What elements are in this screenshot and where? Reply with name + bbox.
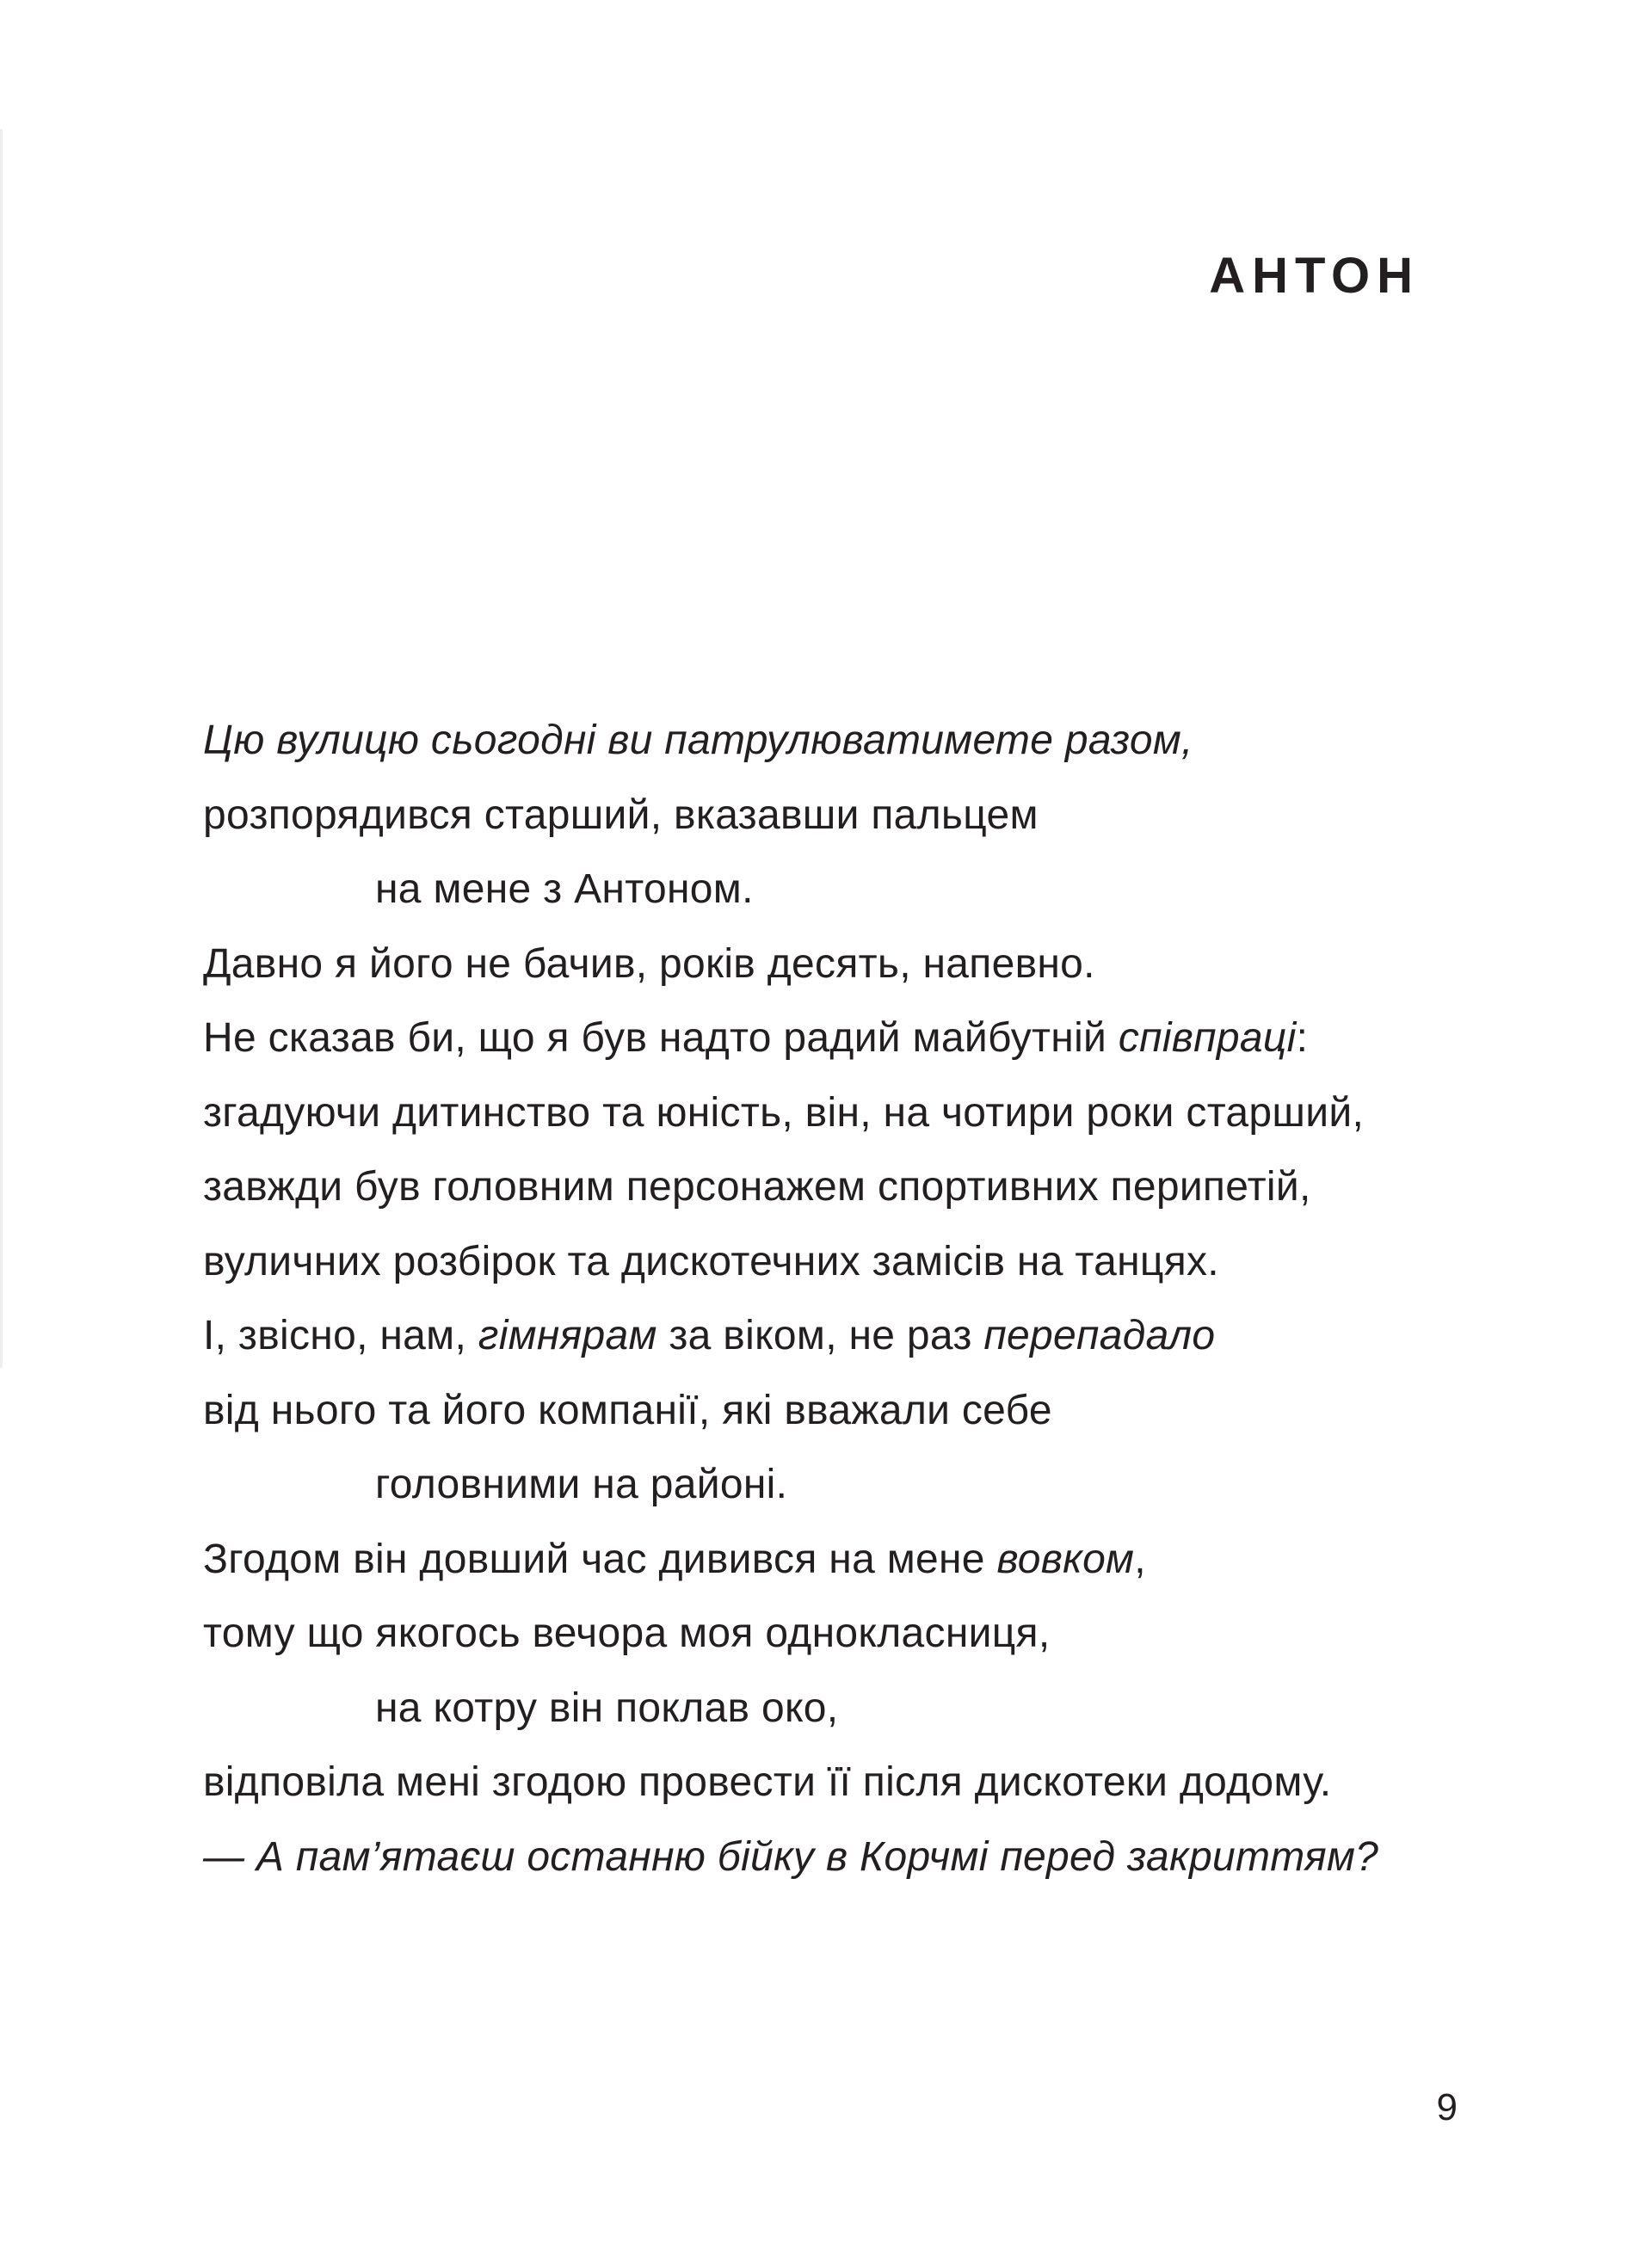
poem-line xyxy=(203,1448,1476,1523)
text-segment: , xyxy=(1134,1536,1146,1582)
poem-line xyxy=(203,927,1476,1002)
poem-line xyxy=(203,1299,1476,1374)
italic-text: — А пам’ятаєш останню бійку в Корчмі перед закриттям? xyxy=(203,1833,1379,1880)
poem-line xyxy=(203,1001,1476,1076)
italic-text: співпраці xyxy=(1118,1015,1297,1061)
poem-line xyxy=(203,853,1476,927)
italic-text: перепадало xyxy=(983,1313,1216,1358)
poem-line xyxy=(203,1374,1476,1449)
text-segment: від нього та його компанії, які вважали себе xyxy=(203,1387,1052,1433)
text-segment: головними на районі. xyxy=(375,1462,788,1507)
text-segment: вуличних розбірок та дискотечних замісів на танцях. xyxy=(203,1238,1219,1284)
poem-line xyxy=(203,1746,1476,1820)
poem-line xyxy=(203,704,1476,779)
text-segment: розпорядився старший, вказавши пальцем xyxy=(203,791,1039,838)
italic-text: гімнярам xyxy=(478,1313,657,1358)
poem-line xyxy=(203,1076,1476,1151)
poem-line xyxy=(203,1672,1476,1746)
text-segment: Не сказав би, що я був надто радий майбутній xyxy=(203,1015,1119,1061)
poem-line xyxy=(203,1523,1476,1598)
page-number: 9 xyxy=(1436,2086,1458,2128)
poem-line xyxy=(203,1820,1476,1895)
text-segment: тому що якогось вечора моя однокласниця, xyxy=(203,1611,1051,1656)
chapter-title: АНТОН xyxy=(1209,248,1420,304)
text-segment: І, звісно, нам, xyxy=(203,1313,478,1358)
poem-line xyxy=(203,1150,1476,1225)
poem-line xyxy=(203,779,1476,853)
text-segment: на мене з Антоном. xyxy=(375,866,754,912)
poem-line xyxy=(203,1597,1476,1672)
text-segment: відповіла мені згодою провести її після дискотеки додому. xyxy=(203,1759,1332,1805)
poem-line xyxy=(203,1225,1476,1300)
text-segment: згадуючи дитинство та юність, він, на чотири роки старший, xyxy=(203,1089,1365,1136)
text-segment: Згодом він довший час дивився на мене xyxy=(203,1536,997,1582)
text-segment: Давно я його не бачив, років десять, напевно. xyxy=(203,940,1095,987)
poem-body xyxy=(203,704,1476,1894)
text-segment: : xyxy=(1296,1015,1309,1061)
page-edge-line xyxy=(0,129,3,1368)
text-segment: завжди був головним персонажем спортивних перипетій, xyxy=(203,1164,1311,1210)
text-segment: за віком, не раз xyxy=(656,1313,984,1358)
text-segment: на котру він поклав око, xyxy=(375,1685,839,1731)
italic-text: Цю вулицю сьогодні ви патрулюватимете разом, xyxy=(203,718,1193,763)
italic-text: вовком xyxy=(996,1536,1135,1582)
